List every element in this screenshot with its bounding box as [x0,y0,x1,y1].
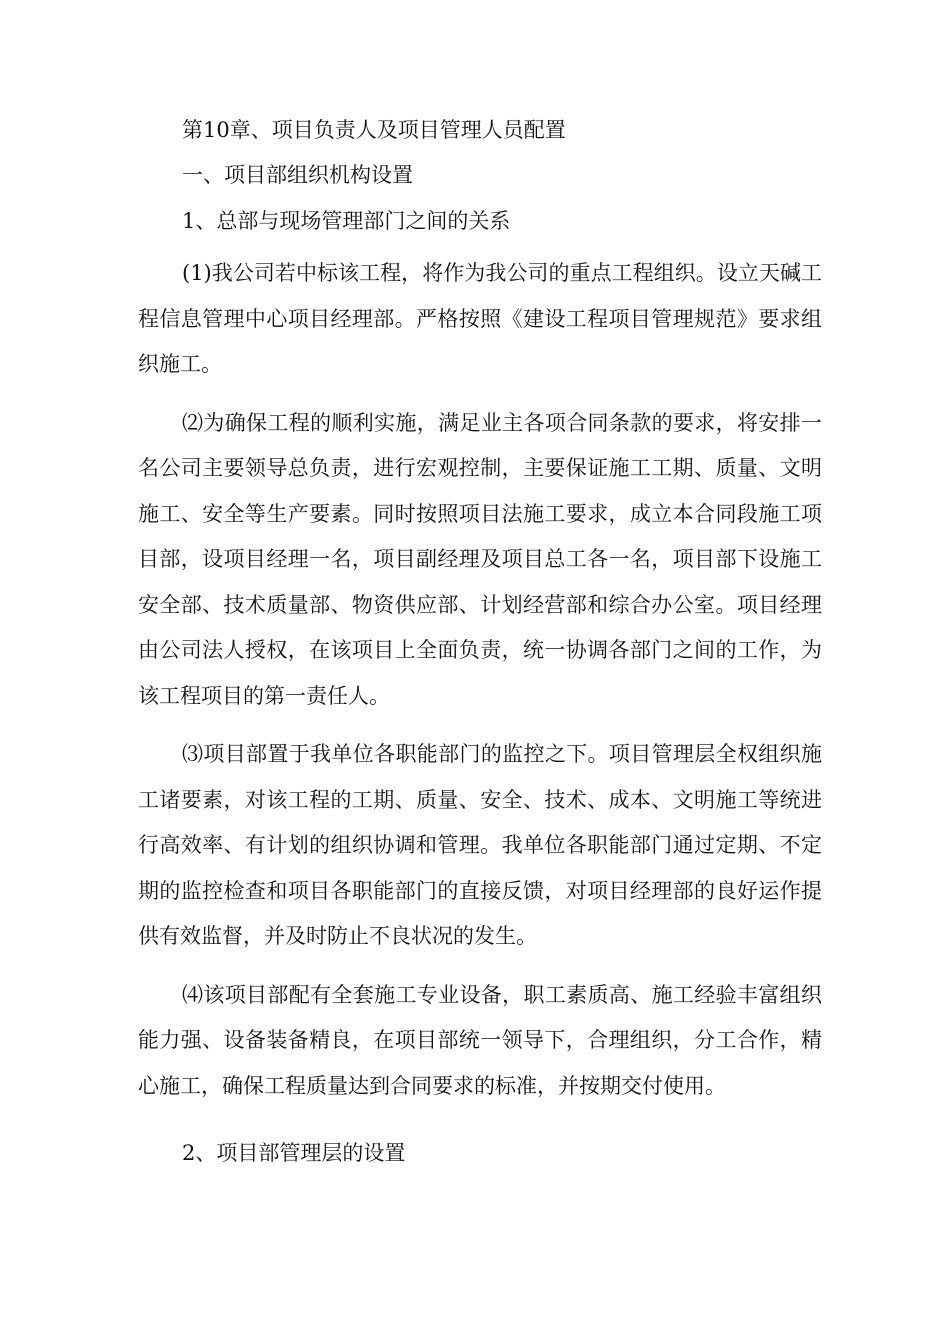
section-heading: 一、项目部组织机构设置 [182,163,413,187]
subsection-heading: 1、总部与现场管理部门之间的关系 [182,209,511,233]
paragraph: ⑷该项目部配有全套施工专业设备，职工素质高、施工经验丰富组织能力强、设备装备精良，在项目部统一领导下，合理组织，分工合作，精心施工，确保工程质量达到合同要求的标准，并按期交付使用。 [138,982,822,1098]
paragraph: ⑵为确保工程的顺利实施，满足业主各项合同条款的要求，将安排一名公司主要领导总负责，进行宏观控制，主要保证施工工期、质量、文明施工、安全等生产要素。同时按照项目法施工要求，成立本合同段施工项目部，设项目经理一名，项目副经理及项目总工各一名，项目部下设施工安全部、技术质量部、物资供应部、计划经营部和综合办公室。项目经理由公司法人授权，在该项目上全面负责，统一协调各部门之间的工作，为该工程项目的第一责任人。 [138,410,822,708]
paragraph: ⑶项目部置于我单位各职能部门的监控之下。项目管理层全权组织施工诸要素，对该工程的工期、质量、安全、技术、成本、文明施工等统进行高效率、有计划的组织协调和管理。我单位各职能部门通过定期、不定期的监控检查和项目各职能部门的直接反馈，对项目经理部的良好运作提供有效监督，并及时防止不良状况的发生。 [138,742,822,948]
chapter-title: 第10章、项目负责人及项目管理人员配置 [182,118,566,142]
subsection-heading: 2、项目部管理层的设置 [182,1141,406,1165]
document-body [138,114,822,1169]
paragraph: (1)我公司若中标该工程，将作为我公司的重点工程组织。设立天碱工程信息管理中心项目经理部。严格按照《建设工程项目管理规范》要求组织施工。 [138,261,822,376]
